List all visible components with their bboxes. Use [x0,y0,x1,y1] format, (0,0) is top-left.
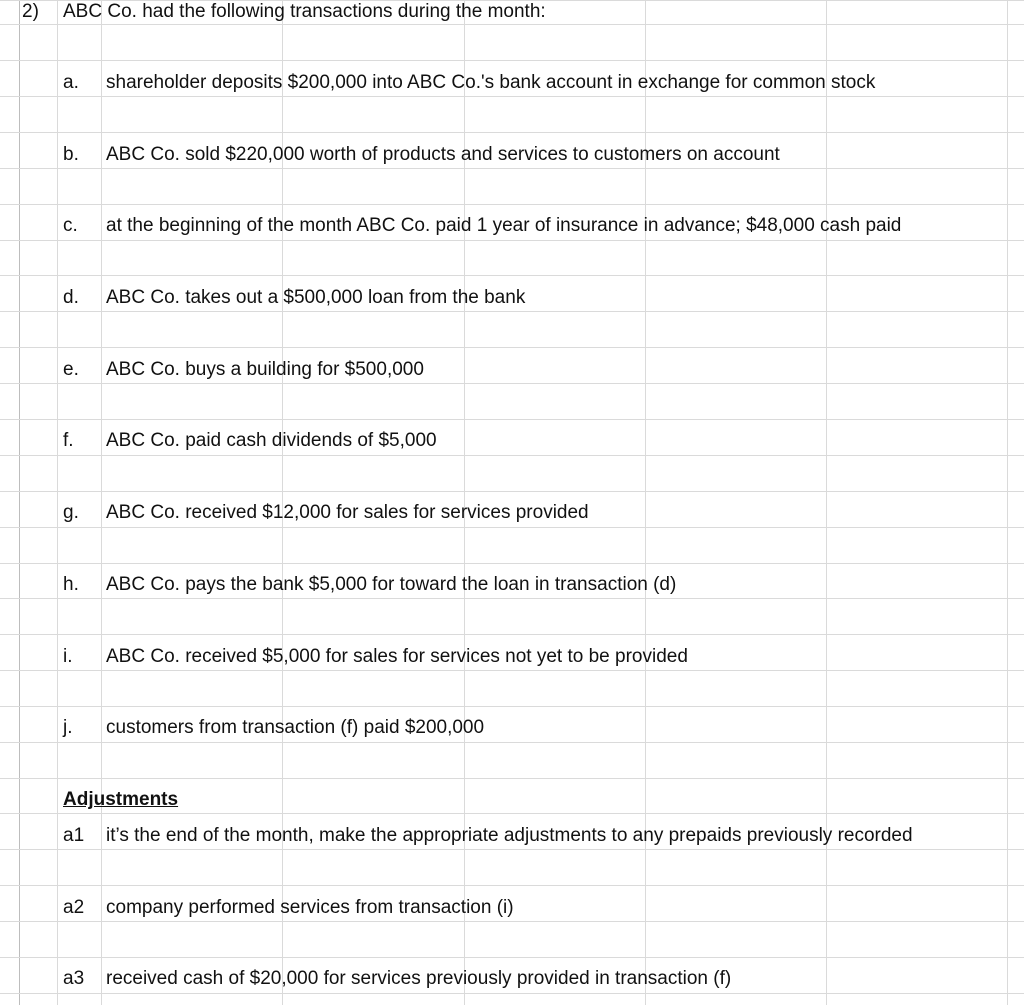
question-intro[interactable]: ABC Co. had the following transactions during the month: [63,1,546,22]
transaction-i-letter[interactable]: i. [63,646,73,667]
adjustment-a2-label[interactable]: a2 [63,897,85,918]
transaction-d-text[interactable]: ABC Co. takes out a $500,000 loan from the bank [106,287,526,308]
transaction-d-letter[interactable]: d. [63,287,79,308]
transaction-c-text[interactable]: at the beginning of the month ABC Co. paid 1 year of insurance in advance; $48,000 cash paid [106,215,902,236]
adjustments-heading[interactable]: Adjustments [63,789,179,810]
transaction-i-text[interactable]: ABC Co. received $5,000 for sales for services not yet to be provided [106,646,688,667]
transaction-j-text[interactable]: customers from transaction (f) paid $200,000 [106,717,485,738]
transaction-c-letter[interactable]: c. [63,215,78,236]
adjustment-a1-label[interactable]: a1 [63,825,85,846]
transaction-h-letter[interactable]: h. [63,574,79,595]
adjustment-a3-text[interactable]: received cash of $20,000 for services previously provided in transaction (f) [106,968,732,989]
transaction-f-letter[interactable]: f. [63,430,74,451]
transaction-a-letter[interactable]: a. [63,72,79,93]
transaction-b-letter[interactable]: b. [63,144,79,165]
transaction-g-letter[interactable]: g. [63,502,79,523]
transaction-g-text[interactable]: ABC Co. received $12,000 for sales for services provided [106,502,589,523]
transaction-f-text[interactable]: ABC Co. paid cash dividends of $5,000 [106,430,437,451]
question-number[interactable]: 2) [22,1,39,22]
transaction-a-text[interactable]: shareholder deposits $200,000 into ABC Co.'s bank account in exchange for common stock [106,72,876,93]
transaction-e-letter[interactable]: e. [63,359,79,380]
adjustment-a2-text[interactable]: company performed services from transaction (i) [106,897,514,918]
adjustment-a1-text[interactable]: it’s the end of the month, make the appropriate adjustments to any prepaids previously recorded [106,825,913,846]
transaction-h-text[interactable]: ABC Co. pays the bank $5,000 for toward the loan in transaction (d) [106,574,677,595]
transaction-b-text[interactable]: ABC Co. sold $220,000 worth of products and services to customers on account [106,144,780,165]
transaction-j-letter[interactable]: j. [63,717,73,738]
transaction-e-text[interactable]: ABC Co. buys a building for $500,000 [106,359,424,380]
adjustment-a3-label[interactable]: a3 [63,968,85,989]
